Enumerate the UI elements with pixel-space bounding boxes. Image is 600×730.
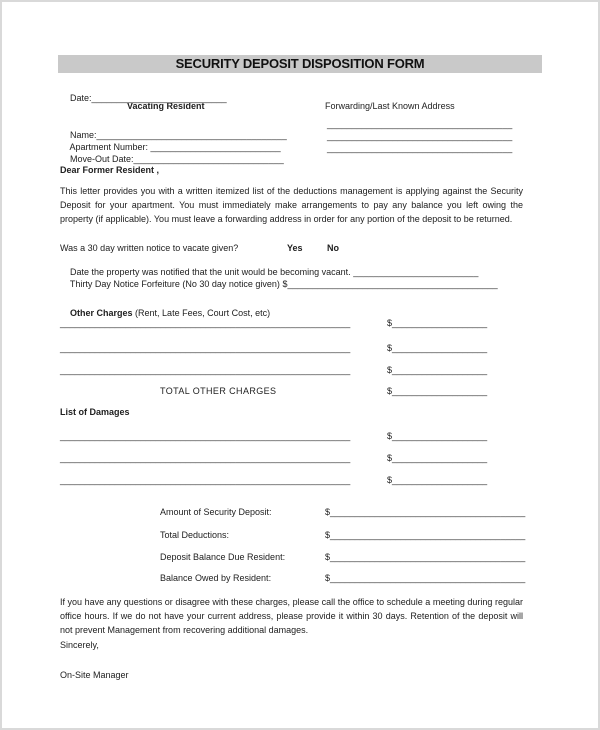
damage-row-amount[interactable]: $___________________ (387, 431, 488, 441)
moveout-label: Move-Out Date: (70, 154, 134, 164)
moveout-line[interactable]: ______________________________ (133, 154, 284, 164)
summary-amount[interactable]: $_______________________________________ (325, 573, 526, 583)
date-label: Date: (70, 93, 92, 103)
forfeiture-line[interactable]: $__________________________________________ (282, 279, 498, 289)
charge-row-line[interactable]: __________________________________________________________ (60, 318, 351, 328)
closing-paragraph: If you have any questions or disagree with these charges, please call the office to schedule a meeting during regular office hours. If we do not have your current address, please provide it within 30 days. Retention of the deposit will not prevent Management from recovering additional damages. (60, 597, 523, 635)
charge-row-amount[interactable]: $___________________ (387, 343, 488, 353)
charge-row-line[interactable]: __________________________________________________________ (60, 365, 351, 375)
apartment-line[interactable]: __________________________ (150, 142, 281, 152)
signoff: Sincerely, (60, 640, 99, 650)
name-label: Name: (70, 130, 97, 140)
other-charges-heading: Other Charges (70, 308, 133, 318)
summary-amount[interactable]: $_______________________________________ (325, 530, 526, 540)
notice-question: Was a 30 day written notice to vacate given? (60, 243, 239, 253)
no-option[interactable]: No (327, 243, 339, 253)
charge-row-line[interactable]: __________________________________________________________ (60, 343, 351, 353)
notified-line[interactable]: _________________________ (353, 267, 479, 277)
total-other-charges-label: TOTAL OTHER CHARGES (160, 386, 277, 396)
charge-row-amount[interactable]: $___________________ (387, 365, 488, 375)
signature-title: On-Site Manager (60, 670, 129, 680)
notified-label: Date the property was notified that the unit would be becoming vacant. (70, 267, 354, 277)
yes-option[interactable]: Yes (287, 243, 303, 253)
damage-row-amount[interactable]: $___________________ (387, 453, 488, 463)
summary-label: Deposit Balance Due Resident: (160, 552, 286, 562)
forwarding-address-header: Forwarding/Last Known Address (325, 101, 455, 111)
summary-amount[interactable]: $_______________________________________ (325, 552, 526, 562)
other-charges-note: (Rent, Late Fees, Court Cost, etc) (132, 308, 271, 318)
date-line[interactable]: ___________________________ (91, 93, 227, 103)
damage-row-line[interactable]: __________________________________________________________ (60, 431, 351, 441)
summary-label: Amount of Security Deposit: (160, 507, 272, 517)
intro-paragraph: This letter provides you with a written itemized list of the deductions management is applying against the Security Deposit for your apartment. You must immediately make arrangements to pay any balance you left owing the property (if applicable). You must leave a forwarding address in order for any portion of the deposit to be returned. (60, 186, 523, 224)
charge-row-amount[interactable]: $___________________ (387, 318, 488, 328)
summary-label: Balance Owed by Resident: (160, 573, 272, 583)
address-line[interactable]: _____________________________________ (327, 119, 513, 129)
address-line[interactable]: _____________________________________ (327, 131, 513, 141)
list-of-damages-heading: List of Damages (60, 407, 130, 417)
damage-row-line[interactable]: __________________________________________________________ (60, 453, 351, 463)
total-other-charges-amount[interactable]: $___________________ (387, 386, 488, 396)
damage-row-amount[interactable]: $___________________ (387, 475, 488, 485)
vacating-resident-header: Vacating Resident (127, 101, 205, 111)
summary-label: Total Deductions: (160, 530, 230, 540)
form-title: SECURITY DEPOSIT DISPOSITION FORM (58, 55, 542, 73)
forfeiture-label: Thirty Day Notice Forfeiture (No 30 day notice given) (69, 279, 283, 289)
salutation: Dear Former Resident , (60, 165, 160, 175)
damage-row-line[interactable]: __________________________________________________________ (60, 475, 351, 485)
apartment-label: Apartment Number: (69, 142, 151, 152)
summary-amount[interactable]: $_______________________________________ (325, 507, 526, 517)
address-line[interactable]: _____________________________________ (327, 143, 513, 153)
name-line[interactable]: ______________________________________ (96, 130, 287, 140)
